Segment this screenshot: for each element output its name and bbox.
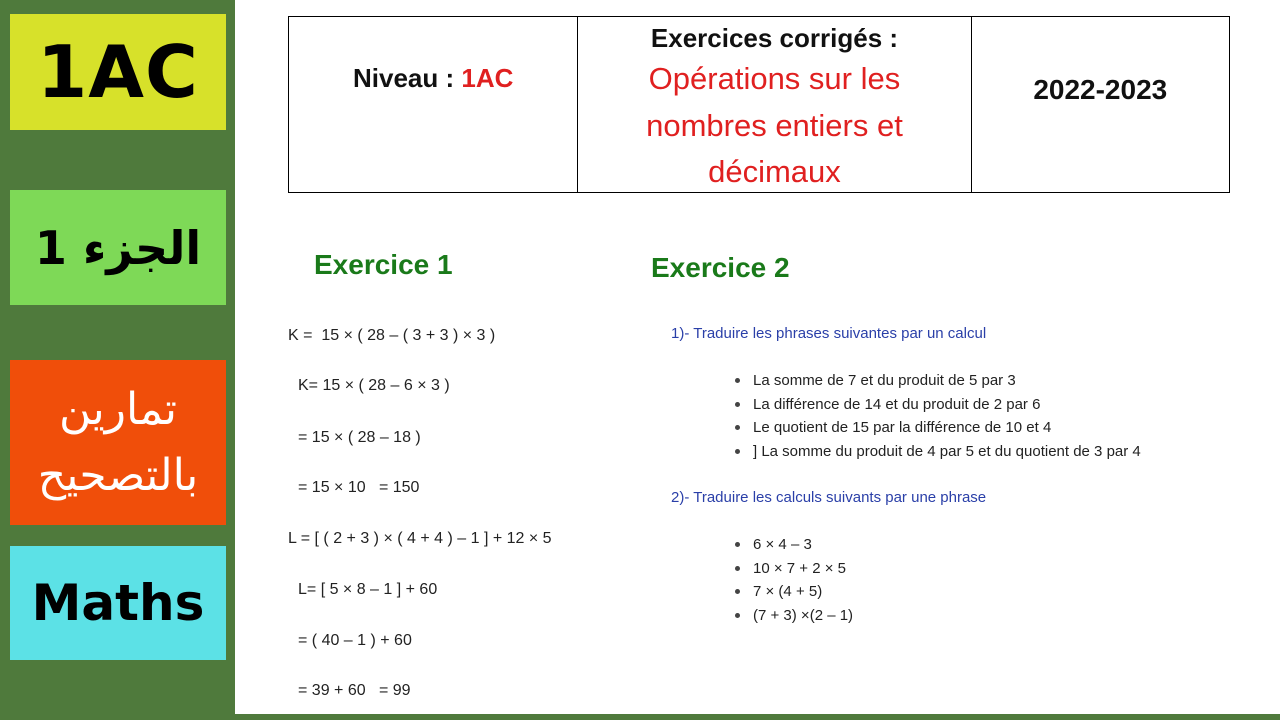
list-item-text: La différence de 14 et du produit de 2 par 6 xyxy=(753,395,1041,413)
exercises-line-2: بالتصحيح xyxy=(37,449,199,501)
exercises-line-1: تمارين xyxy=(58,383,178,435)
list-item-text: (7 + 3) ×(2 – 1) xyxy=(753,606,854,624)
question-1-list xyxy=(735,369,1141,463)
list-item-text: 10 × 7 + 2 × 5 xyxy=(753,559,846,577)
list-item xyxy=(735,580,853,604)
exercise-2-heading: Exercice 2 xyxy=(651,252,790,283)
topic-line-2: nombres entiers et xyxy=(646,107,903,143)
question-1-title: 1)- Traduire les phrases suivantes par un calcul xyxy=(671,325,987,342)
calc-line: = 15 × ( 28 – 18 ) xyxy=(298,429,421,446)
bullet-icon xyxy=(735,542,740,547)
exercises-tile xyxy=(10,360,226,525)
list-item xyxy=(735,393,1141,417)
topic-title xyxy=(646,56,903,196)
calc-line: L= [ 5 × 8 – 1 ] + 60 xyxy=(298,581,438,598)
level-tile: 1AC xyxy=(10,14,226,130)
title-cell xyxy=(578,17,971,192)
header-table xyxy=(288,16,1230,193)
bullet-icon xyxy=(735,402,740,407)
calc-line: L = [ ( 2 + 3 ) × ( 4 + 4 ) – 1 ] + 12 × 5 xyxy=(288,530,552,547)
list-item-text: ] La somme du produit de 4 par 5 et du quotient de 3 par 4 xyxy=(753,442,1141,460)
list-item-text: Le quotient de 15 par la différence de 10 et 4 xyxy=(753,419,1052,437)
calc-line: = 39 + 60 = 99 xyxy=(298,682,411,699)
question-2-list xyxy=(735,533,853,627)
calc-line: = 15 × 10 = 150 xyxy=(298,479,420,496)
calc-line: K = 15 × ( 28 – ( 3 + 3 ) × 3 ) xyxy=(288,327,496,344)
part-tile: الجزء 1 xyxy=(10,190,226,305)
list-item xyxy=(735,533,853,557)
bullet-icon xyxy=(735,589,740,594)
level-label: Niveau : xyxy=(353,63,462,93)
topic-line-3: décimaux xyxy=(708,154,841,189)
exercise-1-heading: Exercice 1 xyxy=(314,249,453,280)
bottom-border xyxy=(235,714,1280,720)
school-year: 2022-2023 xyxy=(1033,73,1168,105)
calc-line: K= 15 × ( 28 – 6 × 3 ) xyxy=(298,377,450,394)
bullet-icon xyxy=(735,566,740,571)
sidebar xyxy=(0,0,235,720)
level-cell xyxy=(289,17,578,192)
calc-line: = ( 40 – 1 ) + 60 xyxy=(298,632,412,649)
list-item xyxy=(735,557,853,581)
question-2-title: 2)- Traduire les calculs suivants par une phrase xyxy=(671,489,987,506)
topic-line-1: Opérations sur les xyxy=(648,61,901,96)
list-item-text: 7 × (4 + 5) xyxy=(753,583,823,601)
level-value: 1AC xyxy=(461,63,514,93)
level-text xyxy=(353,63,513,94)
bullet-icon xyxy=(735,425,740,430)
list-item xyxy=(735,604,853,628)
year-cell xyxy=(972,17,1229,192)
list-item xyxy=(735,416,1141,440)
subject-tile: Maths xyxy=(10,546,226,660)
bullet-icon xyxy=(735,613,740,618)
list-item xyxy=(735,369,1141,393)
bullet-icon xyxy=(735,449,740,454)
title-kicker: Exercices corrigés : xyxy=(650,23,899,53)
bullet-icon xyxy=(735,378,740,383)
list-item xyxy=(735,440,1141,464)
list-item-text: La somme de 7 et du produit de 5 par 3 xyxy=(753,372,1016,390)
list-item-text: 6 × 4 – 3 xyxy=(753,536,812,554)
